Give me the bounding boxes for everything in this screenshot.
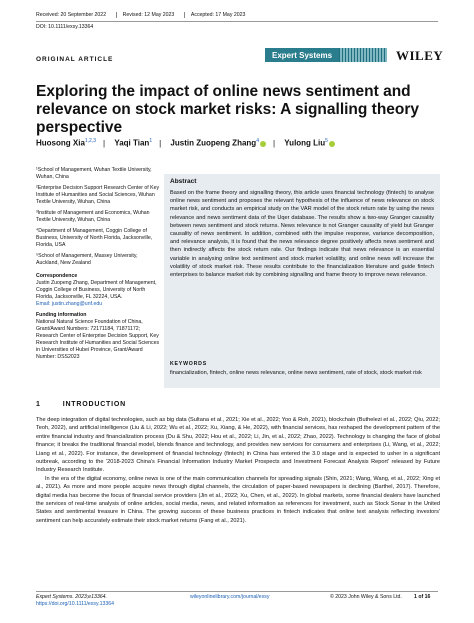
funding-text: National Natural Science Foundation of China, Grant/Award Numbers: 72171184, 71871172; Research Center of Enterprise Decision Support, Key Research Institute of Humanities and Social Sciences in Universities of Hubei Province, Grant/Award Number: DSS2023 xyxy=(36,319,160,360)
accepted-date: Accepted: 17 May 2023 xyxy=(190,12,246,19)
body-paragraph: In the era of the digital economy, online news is one of the main communication channels for spreading signals (Shin, 2021; Wang, Wang, et al., 2022; Xing et al., 2021). As more and more people acquire news through digital channels, the circulation of paper-based newspapers is declining (Barthel, 2017). Therefore, digital media has become the focus of financial service providers (Jin et al., 2022; Xu, Chen, et al., 2022). In global markets, some financial dealers have launched the services of real-time analysis of online articles, social media, news, and related information as references for investment, such as Stock Sonar in the United States and sentimental treasure in China. The growing success of these business practices in fintech indicates that online text analysis reflecting investors' sentiment can help accurately estimate their stock market returns (Fang et al., 2021). xyxy=(36,475,440,524)
author-name[interactable]: Justin Zuopeng Zhang xyxy=(170,138,257,148)
section-heading xyxy=(36,401,148,408)
section-number: 1 xyxy=(36,401,41,408)
affiliation: ³Institute of Management and Economics, Wuhan Textile University, Wuhan, China xyxy=(36,210,150,223)
publisher-logo: WILEY xyxy=(396,48,444,63)
author-name[interactable]: Yulong Liu xyxy=(284,138,326,148)
footer-doi-link[interactable]: https://doi.org/10.1111/exsy.13364 xyxy=(36,601,115,607)
article-dates xyxy=(36,12,251,19)
affiliation: ⁵School of Management, Massey University, Auckland, New Zealand xyxy=(36,253,138,266)
correspondence-email[interactable]: Email: justin.zhang@unf.edu xyxy=(36,301,103,307)
journal-badge-pattern xyxy=(339,48,387,62)
received-date: Received: 20 September 2022 xyxy=(36,12,107,19)
abstract-box xyxy=(164,174,440,388)
orcid-icon[interactable] xyxy=(329,141,335,147)
footer-rule xyxy=(36,591,438,592)
body-paragraph: The deep integration of digital technologies, such as big data (Sultana et al., 2021; Xie et al., 2022; Yoo & Roh, 2021), blockchain (Buthelezi et al., 2022; Qiu, 2022; Teoh, 2022), and artificial intelligence (Liu & Li, 2022; Wu et al., 2022; Xu, Xiang, & He, 2022), with financial services, has reshaped the development pattern of the entire financial industry and financialization process (Du & Shu, 2022; Hou et al., 2022; Li, Jin, et al., 2022; Zhao, 2022). Technology is changing the face of global finance; it breaks the traditional financial model, blends finance and technology, and provides new services for consumers and enterprises (Li, Wang, et al., 2022; Liang et al., 2022). For instance, the development of financial technology (fintech) in China has entered the 3.0 stage and is expected to usher in a significant outbreak, according to the '2018-2023 China's Financial Information Industry Market Prospects and Investment Forecast Analysis Report' released by Future Industry Research Institute. xyxy=(36,417,440,474)
paper-title: Exploring the impact of online news sentiment and relevance on stock market risks: A signalling theory perspective xyxy=(36,83,420,136)
keywords-heading: KEYWORDS xyxy=(170,361,207,367)
doi[interactable]: DOI: 10.1111/exsy.13364 xyxy=(36,24,94,30)
affiliation: ⁴Department of Management, Coggin College of Business, University of North Florida, Jacksonville, Florida, USA xyxy=(36,228,153,248)
keywords-text: financialization, fintech, online news relevance, online news sentiment, rate of stock, stock market risk xyxy=(170,370,422,376)
funding-heading: Funding information xyxy=(36,312,87,318)
section-title: INTRODUCTION xyxy=(62,401,126,408)
correspondence-heading: Correspondence xyxy=(36,273,78,279)
abstract-text: Based on the frame theory and signalling theory, this article uses financial technology (fintech) to analyse online news sentiment and proposes the relevant hypothesis of the influence of news relevance on stock market risk, and conducts an empirical study on the VAR model of the stock return rate by using the news relevance and news sentiment data of the Uqer database. The results show a two-way Granger causality between news sentiment and stock returns. News relevance is not Granger causality of yield but Granger causality of news sentiment. In addition, combined with the impulse response, variance decomposition, and relevance analysis, it is found that the news relevance degree positively affects news sentiment and then indirectly affects the stock return rate. Our findings indicate that news relevance is an essential variable in analysing online text sentiment and stock market volatility, and online news will increase the volatility of stock market risk. These results contribute to the financialization literature and guide fintech enterprises to balance market risk by combining signalling and frame theory to improve news relevance. xyxy=(170,190,434,279)
correspondence-text: Justin Zuopeng Zhang, Department of Management, Coggin College of Business, University of North Florida, Jacksonville, FL 32224, USA. xyxy=(36,280,157,300)
journal-badge: Expert Systems xyxy=(265,48,339,62)
author-affil-sup: 1,2,3 xyxy=(84,138,97,144)
footer-copyright: © 2023 John Wiley & Sons Ltd. xyxy=(330,594,402,600)
affiliations-column xyxy=(36,167,161,365)
author-affil-sup: 5 xyxy=(325,138,328,144)
revised-date: Revised: 12 May 2023 xyxy=(122,12,175,19)
page-number: 1 of 16 xyxy=(414,594,431,600)
header-rule xyxy=(36,21,438,22)
author-affil-sup: 4 xyxy=(256,138,259,144)
author-affil-sup: 1 xyxy=(149,138,153,144)
affiliation: ¹School of Management, Wuhan Textile University, Wuhan, China xyxy=(36,167,152,180)
body-text xyxy=(36,416,440,525)
author-name[interactable]: Huosong Xia xyxy=(36,138,85,148)
affiliation: ²Enterprise Decision Support Research Center of Key Institute of Humanities and Social Sciences, Wuhan Textile University, Wuhan, China xyxy=(36,185,160,205)
abstract-heading: Abstract xyxy=(170,178,197,185)
footer-journal: Expert Systems. 2023;e13364. xyxy=(36,594,107,600)
author-list: Huosong Xia$^{1,2,3}$ | Yaqi Tian$^1$ | Justin Zuopeng Zhang$^4$ | Yulong Liu$^5$ xyxy=(36,138,335,148)
orcid-icon[interactable] xyxy=(260,141,266,147)
footer-site-link[interactable]: wileyonlinelibrary.com/journal/exsy xyxy=(190,594,270,600)
author-name[interactable]: Yaqi Tian xyxy=(114,138,150,148)
article-type: ORIGINAL ARTICLE xyxy=(36,56,114,63)
